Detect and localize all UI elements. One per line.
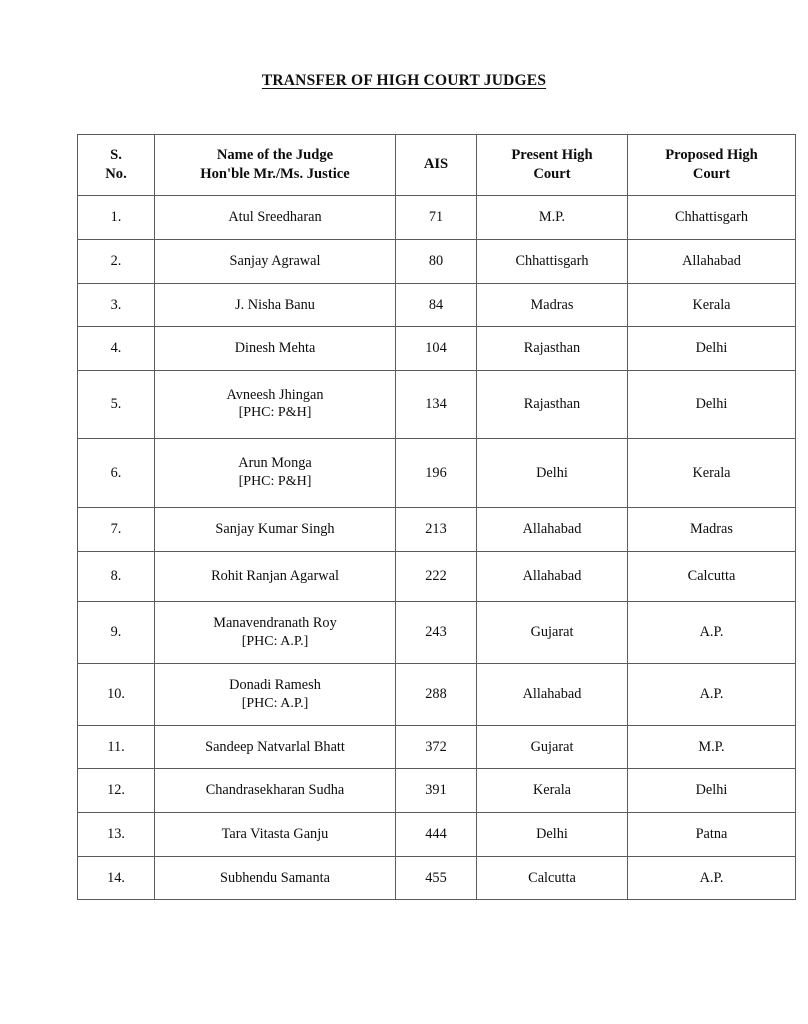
column-header-present-high-court	[477, 135, 628, 196]
cell-serial-number: 1.	[78, 196, 155, 240]
cell-present-high-court: Delhi	[477, 439, 628, 508]
cell-proposed-high-court: A.P.	[628, 856, 796, 900]
judge-name: Chandrasekharan Sudha	[205, 782, 345, 799]
judge-name: Atul Sreedharan	[228, 209, 322, 226]
cell-proposed-high-court: A.P.	[628, 602, 796, 664]
cell-present-high-court: Gujarat	[477, 725, 628, 769]
cell-present-high-court: Delhi	[477, 813, 628, 857]
cell-proposed-high-court: Delhi	[628, 769, 796, 813]
cell-judge-name	[155, 239, 396, 283]
cell-serial-number: 8.	[78, 551, 155, 602]
table-row	[78, 769, 796, 813]
table-row	[78, 602, 796, 664]
cell-serial-number: 4.	[78, 327, 155, 371]
judge-name: Manavendranath Roy	[213, 615, 337, 632]
judge-name: Sandeep Natvarlal Bhatt	[205, 738, 345, 755]
cell-serial-number: 6.	[78, 439, 155, 508]
judge-name: Donadi Ramesh	[229, 677, 321, 694]
cell-proposed-high-court: Kerala	[628, 283, 796, 327]
table-header-row	[78, 135, 796, 196]
judge-name: Avneesh Jhingan	[226, 386, 324, 403]
table-row	[78, 439, 796, 508]
table-row	[78, 283, 796, 327]
table-row	[78, 196, 796, 240]
cell-ais: 134	[396, 370, 477, 439]
cell-judge-name	[155, 508, 396, 552]
cell-ais: 84	[396, 283, 477, 327]
cell-present-high-court: Allahabad	[477, 664, 628, 726]
cell-proposed-high-court: Delhi	[628, 327, 796, 371]
cell-ais: 444	[396, 813, 477, 857]
table-row	[78, 725, 796, 769]
column-header-judge-name-line2: Hon'ble Mr./Ms. Justice	[200, 165, 350, 182]
judge-parent-high-court: [PHC: A.P.]	[241, 633, 309, 649]
cell-present-high-court: Rajasthan	[477, 370, 628, 439]
cell-ais: 71	[396, 196, 477, 240]
judge-name: J. Nisha Banu	[235, 296, 315, 313]
cell-proposed-high-court: Chhattisgarh	[628, 196, 796, 240]
cell-ais: 372	[396, 725, 477, 769]
cell-serial-number: 3.	[78, 283, 155, 327]
cell-serial-number: 2.	[78, 239, 155, 283]
cell-present-high-court: Allahabad	[477, 551, 628, 602]
cell-proposed-high-court: Madras	[628, 508, 796, 552]
column-header-present-high-court-line1: Present High	[511, 147, 593, 163]
cell-serial-number: 13.	[78, 813, 155, 857]
cell-judge-name	[155, 283, 396, 327]
column-header-serial-number	[78, 135, 155, 196]
cell-present-high-court: Madras	[477, 283, 628, 327]
cell-serial-number: 9.	[78, 602, 155, 664]
judge-name: Sanjay Agrawal	[229, 252, 321, 269]
cell-ais: 455	[396, 856, 477, 900]
table-body	[78, 196, 796, 900]
column-header-proposed-high-court-line1: Proposed High	[665, 147, 758, 163]
transfer-of-high-court-judges-table	[77, 134, 796, 900]
cell-proposed-high-court: Kerala	[628, 439, 796, 508]
cell-ais: 104	[396, 327, 477, 371]
cell-present-high-court: Rajasthan	[477, 327, 628, 371]
cell-proposed-high-court: Allahabad	[628, 239, 796, 283]
table-row	[78, 813, 796, 857]
cell-ais: 391	[396, 769, 477, 813]
cell-judge-name	[155, 551, 396, 602]
cell-present-high-court: Allahabad	[477, 508, 628, 552]
column-header-judge-name	[155, 135, 396, 196]
table-row	[78, 551, 796, 602]
cell-present-high-court: Gujarat	[477, 602, 628, 664]
judge-name: Tara Vitasta Ganju	[221, 826, 329, 843]
cell-ais: 222	[396, 551, 477, 602]
cell-present-high-court: Chhattisgarh	[477, 239, 628, 283]
page-title: TRANSFER OF HIGH COURT JUDGES	[261, 72, 547, 89]
cell-proposed-high-court: Calcutta	[628, 551, 796, 602]
cell-judge-name	[155, 439, 396, 508]
cell-present-high-court: Calcutta	[477, 856, 628, 900]
cell-proposed-high-court: Patna	[628, 813, 796, 857]
judge-name: Arun Monga	[238, 455, 312, 472]
cell-serial-number: 14.	[78, 856, 155, 900]
cell-proposed-high-court: A.P.	[628, 664, 796, 726]
cell-present-high-court: M.P.	[477, 196, 628, 240]
column-header-judge-name-line1: Name of the Judge	[216, 147, 334, 163]
cell-serial-number: 5.	[78, 370, 155, 439]
cell-judge-name	[155, 602, 396, 664]
cell-judge-name	[155, 196, 396, 240]
table-header	[78, 135, 796, 196]
table-row	[78, 856, 796, 900]
cell-judge-name	[155, 327, 396, 371]
table-row	[78, 239, 796, 283]
cell-proposed-high-court: M.P.	[628, 725, 796, 769]
table-row	[78, 370, 796, 439]
column-header-serial-number-line2: No.	[105, 165, 127, 182]
judge-name: Rohit Ranjan Agarwal	[211, 567, 339, 584]
table-row	[78, 508, 796, 552]
cell-judge-name	[155, 370, 396, 439]
judge-name: Subhendu Samanta	[220, 869, 330, 886]
cell-serial-number: 10.	[78, 664, 155, 726]
table-row	[78, 327, 796, 371]
cell-judge-name	[155, 664, 396, 726]
cell-serial-number: 12.	[78, 769, 155, 813]
cell-serial-number: 11.	[78, 725, 155, 769]
cell-serial-number: 7.	[78, 508, 155, 552]
cell-ais: 213	[396, 508, 477, 552]
cell-judge-name	[155, 856, 396, 900]
cell-ais: 80	[396, 239, 477, 283]
cell-present-high-court: Kerala	[477, 769, 628, 813]
judge-parent-high-court: [PHC: P&H]	[238, 474, 312, 489]
column-header-present-high-court-line2: Court	[533, 165, 571, 182]
judge-parent-high-court: [PHC: P&H]	[238, 405, 312, 421]
cell-ais: 196	[396, 439, 477, 508]
column-header-proposed-high-court	[628, 135, 796, 196]
cell-ais: 288	[396, 664, 477, 726]
column-header-proposed-high-court-line2: Court	[692, 165, 731, 182]
cell-ais: 243	[396, 602, 477, 664]
cell-judge-name	[155, 813, 396, 857]
column-header-ais: AIS	[396, 135, 477, 196]
cell-proposed-high-court: Delhi	[628, 370, 796, 439]
judge-name: Sanjay Kumar Singh	[215, 521, 335, 538]
column-header-serial-number-line1: S.	[110, 147, 122, 163]
cell-judge-name	[155, 725, 396, 769]
table-row	[78, 664, 796, 726]
judge-name: Dinesh Mehta	[234, 340, 316, 357]
cell-judge-name	[155, 769, 396, 813]
judge-parent-high-court: [PHC: A.P.]	[241, 695, 309, 711]
